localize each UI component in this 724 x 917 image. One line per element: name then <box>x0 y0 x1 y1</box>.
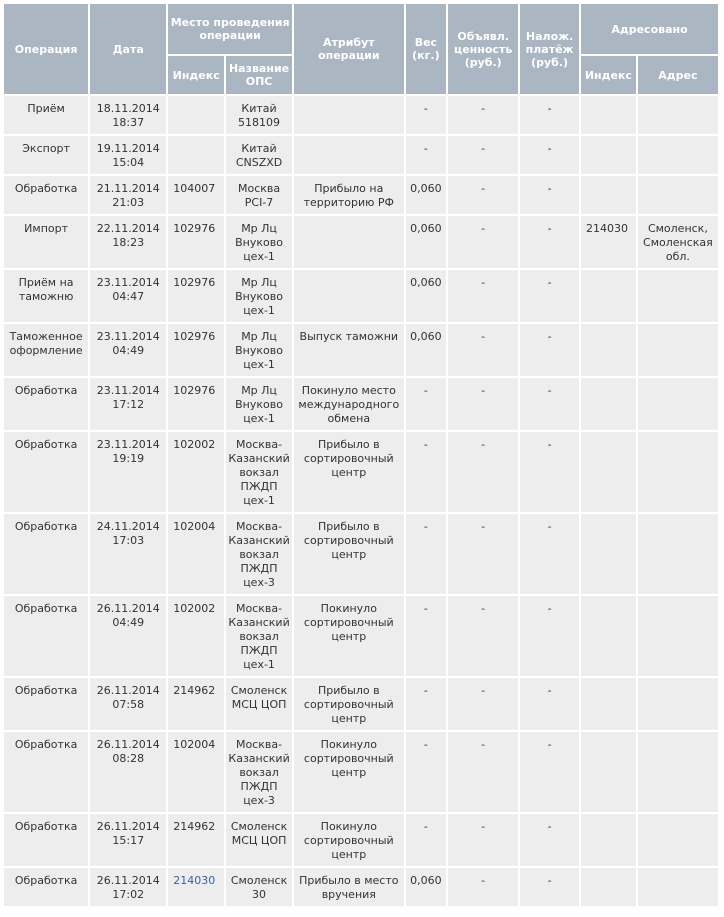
header-ops-name: Название ОПС <box>226 56 292 94</box>
index-cell <box>168 136 224 174</box>
weight-cell: - <box>406 432 447 512</box>
index-cell: 214962 <box>168 814 224 866</box>
operation-cell: Обработка <box>4 868 88 906</box>
weight-cell: 0,060 <box>406 270 447 322</box>
index-cell: 214962 <box>168 678 224 730</box>
addr-address-cell <box>638 868 718 906</box>
index-cell <box>168 868 224 906</box>
tracking-table <box>2 2 720 908</box>
table-row <box>4 868 718 906</box>
addr-address-cell <box>638 378 718 430</box>
ops-name-cell: Москва-Казанский вокзал ПЖДП цех-1 <box>226 432 292 512</box>
header-declared-value: Объявл. ценность (руб.) <box>448 4 518 94</box>
addr-address-cell <box>638 96 718 134</box>
header-operation: Операция <box>4 4 88 94</box>
weight-cell: 0,060 <box>406 216 447 268</box>
index-cell: 102976 <box>168 216 224 268</box>
cod-cell: - <box>520 814 579 866</box>
operation-cell: Таможенное оформление <box>4 324 88 376</box>
ops-name-cell: Китай CNSZXD <box>226 136 292 174</box>
attribute-cell <box>294 216 404 268</box>
table-row <box>4 176 718 214</box>
table-row <box>4 678 718 730</box>
ops-name-cell: Смоленск МСЦ ЦОП <box>226 814 292 866</box>
addr-index-cell <box>581 324 636 376</box>
ops-name-cell: Смоленск МСЦ ЦОП <box>226 678 292 730</box>
ops-name-cell: Москва-Казанский вокзал ПЖДП цех-3 <box>226 732 292 812</box>
index-cell: 104007 <box>168 176 224 214</box>
cod-cell: - <box>520 324 579 376</box>
addr-address-cell <box>638 678 718 730</box>
operation-cell: Обработка <box>4 732 88 812</box>
date-cell: 19.11.2014 15:04 <box>90 136 166 174</box>
date-cell: 23.11.2014 17:12 <box>90 378 166 430</box>
date-cell: 26.11.2014 08:28 <box>90 732 166 812</box>
declared-value-cell: - <box>448 514 518 594</box>
cod-cell: - <box>520 514 579 594</box>
declared-value-cell: - <box>448 176 518 214</box>
table-row <box>4 324 718 376</box>
declared-value-cell: - <box>448 136 518 174</box>
date-cell: 26.11.2014 17:02 <box>90 868 166 906</box>
index-cell: 102976 <box>168 378 224 430</box>
attribute-cell: Прибыло на территорию РФ <box>294 176 404 214</box>
declared-value-cell: - <box>448 270 518 322</box>
operation-cell: Приём на таможню <box>4 270 88 322</box>
declared-value-cell: - <box>448 432 518 512</box>
attribute-cell <box>294 270 404 322</box>
ops-name-cell: Мр Лц Внуково цех-1 <box>226 324 292 376</box>
addr-index-cell <box>581 176 636 214</box>
addr-index-cell <box>581 596 636 676</box>
weight-cell: 0,060 <box>406 868 447 906</box>
date-cell: 24.11.2014 17:03 <box>90 514 166 594</box>
operation-cell: Обработка <box>4 378 88 430</box>
index-cell: 102004 <box>168 514 224 594</box>
addr-index-cell: 214030 <box>581 216 636 268</box>
declared-value-cell: - <box>448 378 518 430</box>
attribute-cell: Прибыло в место вручения <box>294 868 404 906</box>
header-addr-address: Адрес <box>638 56 718 94</box>
cod-cell: - <box>520 96 579 134</box>
index-cell <box>168 96 224 134</box>
addr-index-cell <box>581 678 636 730</box>
attribute-cell: Покинуло сортировочный центр <box>294 732 404 812</box>
table-row <box>4 432 718 512</box>
weight-cell: - <box>406 814 447 866</box>
addr-index-cell <box>581 814 636 866</box>
addr-address-cell <box>638 136 718 174</box>
cod-cell: - <box>520 136 579 174</box>
addr-index-cell <box>581 96 636 134</box>
addr-index-cell <box>581 432 636 512</box>
weight-cell: 0,060 <box>406 324 447 376</box>
ops-name-cell: Китай 518109 <box>226 96 292 134</box>
date-cell: 21.11.2014 21:03 <box>90 176 166 214</box>
declared-value-cell: - <box>448 216 518 268</box>
attribute-cell <box>294 136 404 174</box>
cod-cell: - <box>520 270 579 322</box>
date-cell: 23.11.2014 04:49 <box>90 324 166 376</box>
header-attribute: Атрибут операции <box>294 4 404 94</box>
declared-value-cell: - <box>448 678 518 730</box>
addr-address-cell <box>638 514 718 594</box>
weight-cell: - <box>406 514 447 594</box>
attribute-cell: Выпуск таможни <box>294 324 404 376</box>
attribute-cell: Прибыло в сортировочный центр <box>294 514 404 594</box>
declared-value-cell: - <box>448 324 518 376</box>
weight-cell: - <box>406 96 447 134</box>
attribute-cell: Прибыло в сортировочный центр <box>294 432 404 512</box>
ops-name-cell: Мр Лц Внуково цех-1 <box>226 270 292 322</box>
addr-address-cell <box>638 324 718 376</box>
index-cell: 102002 <box>168 596 224 676</box>
cod-cell: - <box>520 678 579 730</box>
table-row <box>4 732 718 812</box>
ops-name-cell: Москва-Казанский вокзал ПЖДП цех-3 <box>226 514 292 594</box>
table-row <box>4 216 718 268</box>
addr-address-cell <box>638 732 718 812</box>
operation-cell: Приём <box>4 96 88 134</box>
weight-cell: - <box>406 732 447 812</box>
addr-address-cell <box>638 596 718 676</box>
ops-name-cell: Москва-Казанский вокзал ПЖДП цех-1 <box>226 596 292 676</box>
weight-cell: - <box>406 678 447 730</box>
ops-name-cell: Смоленск 30 <box>226 868 292 906</box>
ops-name-cell: Мр Лц Внуково цех-1 <box>226 216 292 268</box>
attribute-cell: Прибыло в сортировочный центр <box>294 678 404 730</box>
header-cod: Налож. платёж (руб.) <box>520 4 579 94</box>
cod-cell: - <box>520 176 579 214</box>
weight-cell: - <box>406 378 447 430</box>
declared-value-cell: - <box>448 814 518 866</box>
addr-address-cell <box>638 432 718 512</box>
declared-value-cell: - <box>448 96 518 134</box>
addr-address-cell <box>638 176 718 214</box>
header-place: Место проведения операции <box>168 4 292 54</box>
weight-cell: - <box>406 136 447 174</box>
declared-value-cell: - <box>448 596 518 676</box>
date-cell: 22.11.2014 18:23 <box>90 216 166 268</box>
attribute-cell: Покинуло сортировочный центр <box>294 596 404 676</box>
attribute-cell: Покинуло сортировочный центр <box>294 814 404 866</box>
table-row <box>4 514 718 594</box>
declared-value-cell: - <box>448 732 518 812</box>
index-cell: 102976 <box>168 324 224 376</box>
operation-cell: Обработка <box>4 176 88 214</box>
cod-cell: - <box>520 216 579 268</box>
operation-cell: Импорт <box>4 216 88 268</box>
date-cell: 18.11.2014 18:37 <box>90 96 166 134</box>
addr-address-cell <box>638 814 718 866</box>
date-cell: 26.11.2014 07:58 <box>90 678 166 730</box>
cod-cell: - <box>520 868 579 906</box>
index-cell: 102002 <box>168 432 224 512</box>
addr-address-cell <box>638 270 718 322</box>
table-row <box>4 136 718 174</box>
table-row <box>4 814 718 866</box>
table-row <box>4 270 718 322</box>
declared-value-cell: - <box>448 868 518 906</box>
attribute-cell <box>294 96 404 134</box>
addr-index-cell <box>581 868 636 906</box>
header-addressed: Адресовано <box>581 4 718 54</box>
weight-cell: - <box>406 596 447 676</box>
cod-cell: - <box>520 732 579 812</box>
cod-cell: - <box>520 432 579 512</box>
ops-name-cell: Москва PCI-7 <box>226 176 292 214</box>
addr-index-cell <box>581 270 636 322</box>
attribute-cell: Покинуло место международного обмена <box>294 378 404 430</box>
table-row <box>4 378 718 430</box>
ops-name-cell: Мр Лц Внуково цех-1 <box>226 378 292 430</box>
date-cell: 26.11.2014 04:49 <box>90 596 166 676</box>
header-weight: Вес (кг.) <box>406 4 447 94</box>
date-cell: 23.11.2014 19:19 <box>90 432 166 512</box>
header-date: Дата <box>90 4 166 94</box>
weight-cell: 0,060 <box>406 176 447 214</box>
operation-cell: Обработка <box>4 814 88 866</box>
operation-cell: Обработка <box>4 432 88 512</box>
addr-index-cell <box>581 514 636 594</box>
addr-index-cell <box>581 378 636 430</box>
operation-cell: Экспорт <box>4 136 88 174</box>
date-cell: 23.11.2014 04:47 <box>90 270 166 322</box>
table-row <box>4 596 718 676</box>
table-row <box>4 96 718 134</box>
addr-index-cell <box>581 136 636 174</box>
operation-cell: Обработка <box>4 596 88 676</box>
operation-cell: Обработка <box>4 514 88 594</box>
header-addr-index: Индекс <box>581 56 636 94</box>
index-cell: 102004 <box>168 732 224 812</box>
addr-address-cell: Смоленск, Смоленская обл. <box>638 216 718 268</box>
cod-cell: - <box>520 378 579 430</box>
index-cell: 102976 <box>168 270 224 322</box>
cod-cell: - <box>520 596 579 676</box>
addr-index-cell <box>581 732 636 812</box>
index-link[interactable]: 214030 <box>173 874 216 887</box>
operation-cell: Обработка <box>4 678 88 730</box>
date-cell: 26.11.2014 15:17 <box>90 814 166 866</box>
header-index: Индекс <box>168 56 224 94</box>
